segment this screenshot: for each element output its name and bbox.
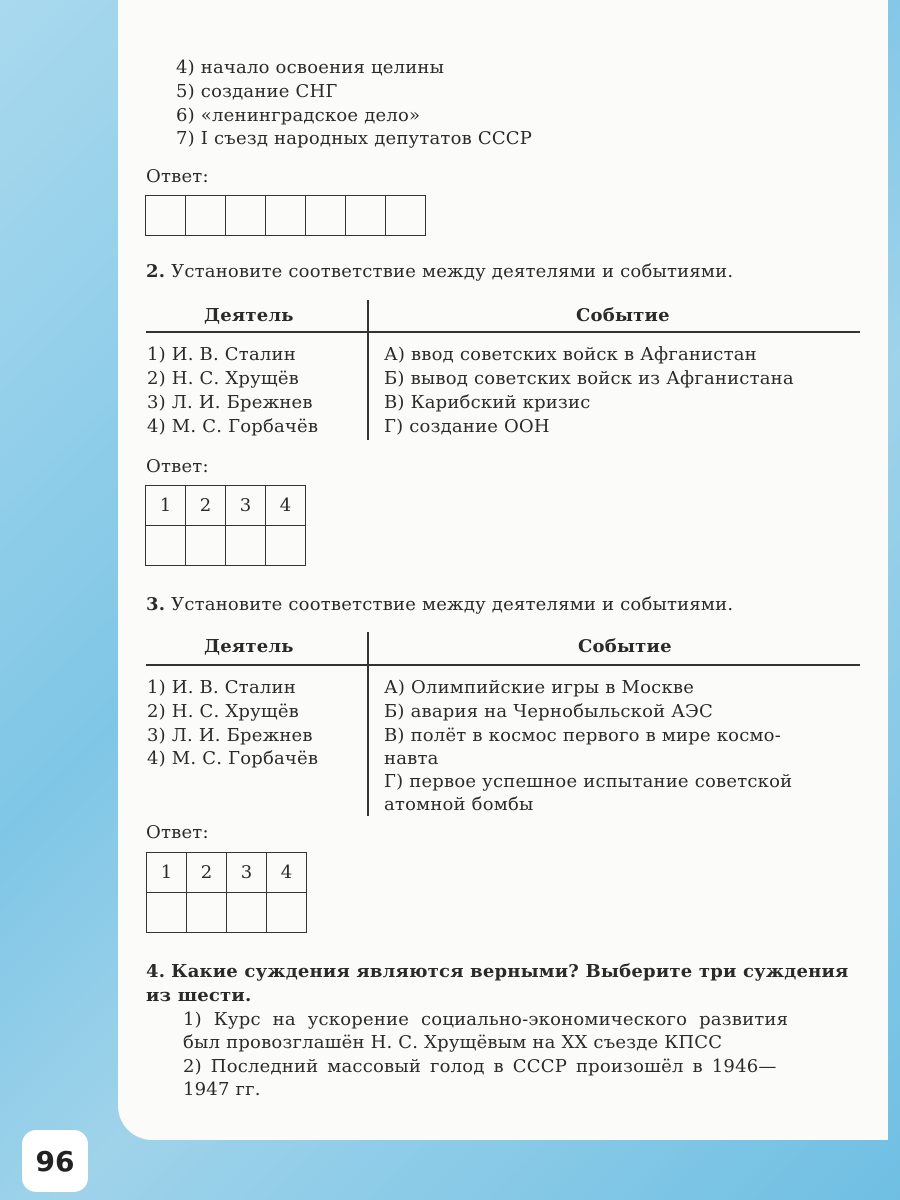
answer-cell[interactable] — [147, 893, 187, 933]
question-text: из шести. — [146, 985, 252, 1006]
grid-header: 4 — [267, 853, 307, 893]
answer-cell[interactable] — [266, 526, 306, 566]
grid-header: 4 — [266, 486, 306, 526]
answer-grid-q3[interactable] — [146, 852, 307, 933]
answer-cell[interactable] — [187, 893, 227, 933]
event: Г) первое успешное испытание советской — [384, 771, 793, 792]
list-item: 4) начало освоения целины — [176, 57, 445, 78]
answer-cell[interactable] — [226, 526, 266, 566]
col-header-event: Событие — [576, 305, 670, 326]
grid-header: 2 — [186, 486, 226, 526]
answer-cell[interactable] — [186, 526, 226, 566]
answer-cell[interactable] — [267, 893, 307, 933]
grid-header: 1 — [147, 853, 187, 893]
col-header-person: Деятель — [204, 305, 294, 326]
statement: 2) Последний массовый голод в СССР произошёл в 1946— — [183, 1056, 777, 1077]
col-header-person: Деятель — [204, 636, 294, 657]
answer-label: Ответ: — [146, 166, 209, 187]
event: А) Олимпийские игры в Москве — [384, 677, 695, 698]
question-number: 3. — [146, 594, 166, 615]
list-item: 7) I съезд народных депутатов СССР — [176, 128, 533, 149]
statement: 1) Курс на ускорение социально-экономического развития — [183, 1009, 789, 1030]
question-number: 2. — [146, 261, 166, 282]
answer-cell[interactable] — [146, 526, 186, 566]
col-header-event: Событие — [578, 636, 672, 657]
answer-label: Ответ: — [146, 456, 209, 477]
event: В) полёт в космос первого в мире космо- — [384, 725, 782, 746]
person: 2) Н. С. Хрущёв — [147, 701, 300, 722]
event: Г) создание ООН — [384, 416, 550, 437]
question-text: Какие суждения являются верными? Выберите три суждения — [171, 961, 849, 982]
grid-header: 1 — [146, 486, 186, 526]
question-text: Установите соответствие между деятелями и событиями. — [171, 594, 734, 615]
person: 1) И. В. Сталин — [147, 344, 296, 365]
event: А) ввод советских войск в Афганистан — [384, 344, 757, 365]
question-text: Установите соответствие между деятелями и событиями. — [171, 261, 734, 282]
person: 3) Л. И. Брежнев — [147, 392, 313, 413]
person: 4) М. С. Горбачёв — [147, 416, 319, 437]
answer-grid-q2[interactable] — [145, 485, 306, 566]
page-number: 96 — [22, 1130, 88, 1192]
question-number: 4. — [146, 961, 166, 982]
list-item: 6) «ленинградское дело» — [176, 105, 421, 126]
person: 2) Н. С. Хрущёв — [147, 368, 300, 389]
grid-header: 3 — [227, 853, 267, 893]
answer-label: Ответ: — [146, 822, 209, 843]
event: Б) вывод советских войск из Афганистана — [384, 368, 794, 389]
list-item: 5) создание СНГ — [176, 81, 338, 102]
event: Б) авария на Чернобыльской АЭС — [384, 701, 713, 722]
person: 3) Л. И. Брежнев — [147, 725, 313, 746]
answer-grid-q1[interactable] — [145, 195, 426, 236]
statement: был провозглашён Н. С. Хрущёвым на XX съезде КПСС — [183, 1032, 723, 1053]
event: атомной бомбы — [384, 794, 534, 815]
person: 4) М. С. Горбачёв — [147, 748, 319, 769]
statement: 1947 гг. — [183, 1079, 261, 1100]
grid-header: 3 — [226, 486, 266, 526]
person: 1) И. В. Сталин — [147, 677, 296, 698]
grid-header: 2 — [187, 853, 227, 893]
answer-cell[interactable] — [227, 893, 267, 933]
event: В) Карибский кризис — [384, 392, 591, 413]
event: навта — [384, 748, 439, 769]
